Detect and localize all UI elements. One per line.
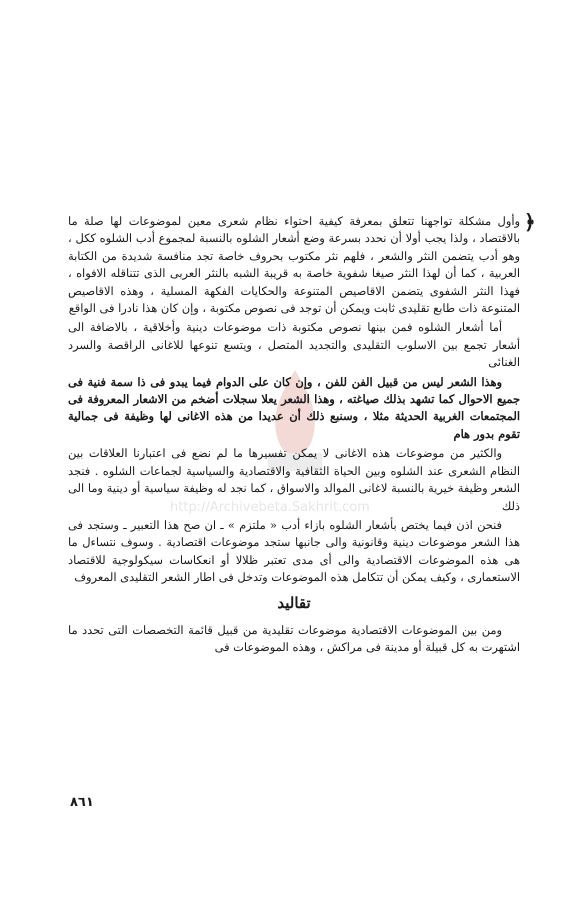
opening-bracket: ﴿ xyxy=(524,210,536,234)
paragraph-3: وهذا الشعر ليس من قبيل الفن للفن ، وإن كان على الدوام فيما يبدو فى ذا سمة فنية فى جميع الاحوال كما تشهد بذلك صياغته ، وهذا الشعر يعلا سجلات أضخم من الاشعار المعروفة فى المجتمعات الغربية الحديثة مثلا ، وسنبع ذلك أن عديدا من هذه الاغانى لها وظيفة فى جمالية تقوم بدور هام xyxy=(68,374,520,441)
paragraph-2: أما أشعار الشلوه فمن بينها نصوص مكتوبة ذات موضوعات دينية وأخلاقية ، بالاضافة الى أشعار تجمع بين الاسلوب التقليدى والتجديد المتصل ، ويتسع تنوعها للاغانى الراقصة والسرد الغنائى xyxy=(68,320,520,370)
paragraph-6: ومن بين الموضوعات الاقتصادية موضوعات تقليدية من قبيل قائمة التخصصات التى تحدد ما اشتهرت به كل قبيلة أو مدينة فى مراكش ، وهذه الموضوعات فى xyxy=(68,622,520,655)
paragraph-5: فنحن اذن فيما يختص بأشعار الشلوه بازاء أدب « ملتزم » ـ ان صح هذا التعبير ـ وستجد فى هذا الشعر موضوعات دينية وقانونية والى جانبها ستجد موضوعات اقتصادية . وسوف نتساءل ما هى هذه الموضوعات الاقتصادية والى أى مدى تعتبر ظلالا أو انعكاسات سيكولوجية للاقتصاد الاستعمارى ، وكيف يمكن أن تتكامل هذه الموضوعات وتدخل فى اطار الشعر التقليدى المعروف xyxy=(68,517,520,585)
watermark-url: http://Archivebeta.Sakhrit.com xyxy=(170,500,370,515)
paragraph-1: وأول مشكلة تواجهنا تتعلق بمعرفة كيفية احتواء نظام شعرى معين لموضوعات لها صلة ما بالاقتصاد ، ولذا يجب أولا أن نحدد بسرعة وضع أشعار الشلوه بالنسبة لمجموع أدب الشلوه ككل ، وهو أدب يتضمن النثر والشعر ، فلهم نثر مكتوب بحروف خاصة تجد منافسة شديدة من الكتابة العربية ، كما أن لهذا النثر صيغا شفوية خاصة به قريبة الشبه بالنثر العربى الذى تتناقله الافواه ، فهذا النثر الشفوى يتضمن الاقاصيص المتنوعة والحكايات الفكهة المسلية ، وهذه الاقاصيص المتنوعة ذات طابع تقليدى ثابت ويمكن أن توجد فى نصوص مكتوبة ، وإن كان هذا نادرا فى الواقع xyxy=(68,214,520,316)
page-number: ٨٦١ xyxy=(70,795,94,810)
section-heading: تقاليد xyxy=(277,593,311,612)
paragraph-4: والكثير من موضوعات هذه الاغانى لا يمكن تفسيرها ما لم نضع فى اعتبارنا العلاقات بين النظام الشعرى عند الشلوه وبين الحياة الثقافية والاقتصادية والسياسية لجماعات الشلوه . فنجد الشعر وظيفة خيرية بالنسبة لاغانى الموالد والاسواق ، كما نجد له وظيفة سياسية أو دينية وما الى ذلك xyxy=(68,446,520,513)
article-body xyxy=(68,213,520,659)
